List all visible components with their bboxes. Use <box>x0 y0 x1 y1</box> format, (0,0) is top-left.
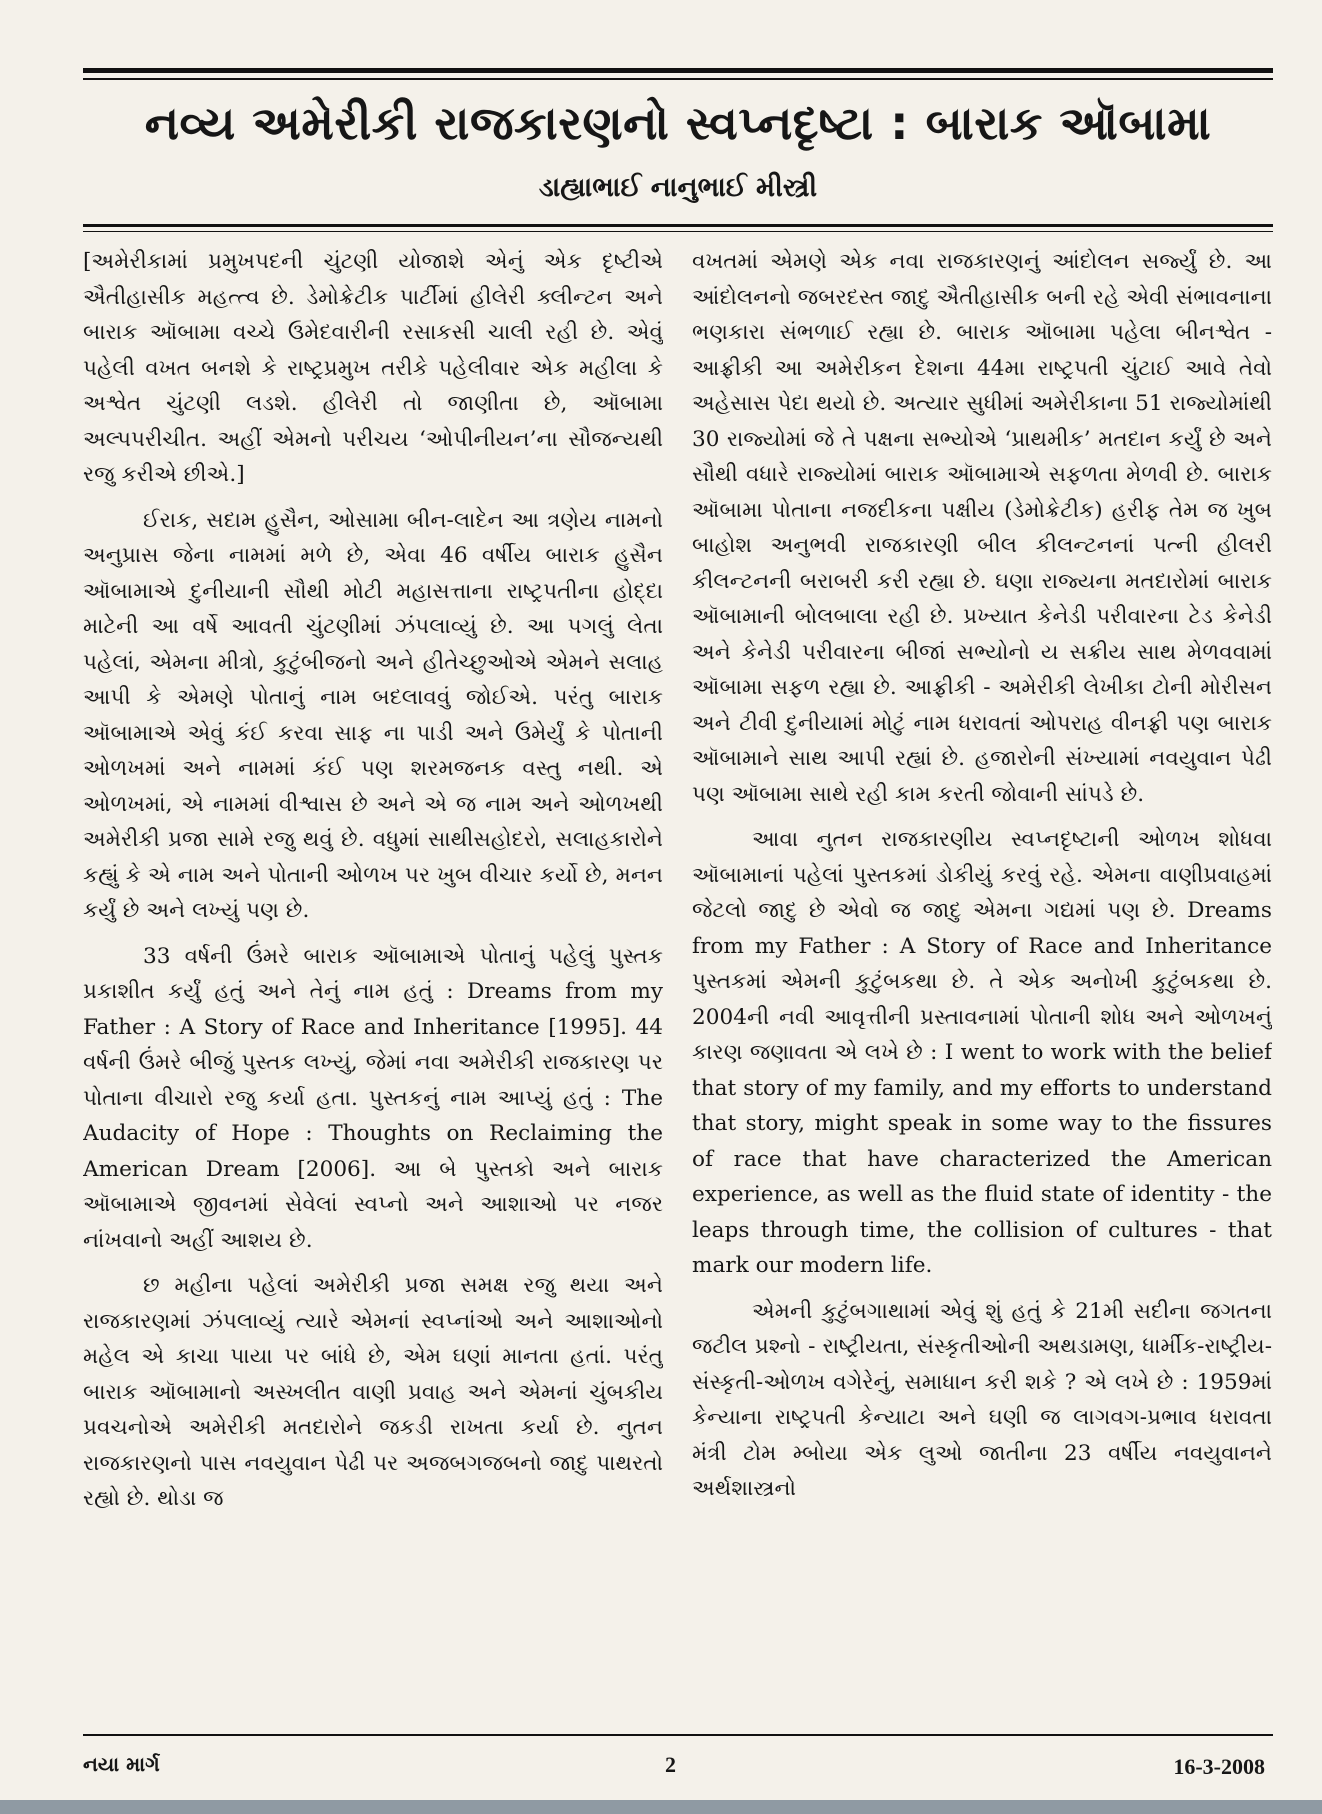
body-paragraph: વખતમાં એમણે એક નવા રાજકારણનું આંદોલન સર્જ્યું છે. આ આંદોલનનો જબરદસ્ત જાદુ ઐતીહાસીક બની રહે એવી સંભાવનાના ભણકારા સંભળાઈ રહ્યા છે. બારાક ઑબામા પહેલા બીનશ્વેત - આફ્રીકી આ અમેરીકન દેશના 44મા રાષ્ટ્રપતી ચુંટાઈ આવે તેવો અહેસાસ પેદા થયો છે. અત્યાર સુધીમાં અમેરીકાના 51 રાજ્યોમાંથી 30 રાજ્યોમાં જે તે પક્ષના સભ્યોએ ‘પ્રાથમીક’ મતદાન કર્યું છે અને સૌથી વધારે રાજ્યોમાં બારાક ઑબામાએ સફળતા મેળવી છે. બારાક ઑબામા પોતાના નજદીકના પક્ષીય (ડેમોક્રેટીક) હરીફ તેમ જ ખુબ બાહોશ અનુભવી રાજકારણી બીલ કીલન્ટનનાં પત્ની હીલરી કીલન્ટનની બરાબરી કરી રહ્યા છે. ઘણા રાજ્યના મતદારોમાં બારાક ઑબામાની બોલબાલા રહી છે. પ્રખ્યાત કેનેડી પરીવારના ટેડ કેનેડી અને કેનેડી પરીવારના બીજાં સભ્યોનો ય સક્રીય સાથ મેળવવામાં ઑબામા સફળ રહ્યા છે. આફ્રીકી - અમેરીકી લેખીકા ટોની મોરીસન અને ટીવી દુનીયામાં મોટું નામ ધરાવતાં ઓપરાહ વીનફ્રી પણ બારાક ઑબામાને સાથ આપી રહ્યાં છે. હજારોની સંખ્યામાં નવયુવાન પેઢી પણ ઑબામા સાથે રહી કામ કરતી જોવાની સાંપડે છે. <box>692 249 1272 807</box>
page-footer <box>83 1744 1273 1784</box>
issue-date: 16-3-2008 <box>1173 1754 1265 1779</box>
body-paragraph: આવા નુતન રાજકારણીય સ્વપ્નદૃષ્ટાની ઓળખ શોધવા ઑબામાનાં પહેલાં પુસ્તકમાં ડોકીયું કરવું રહે. એમના વાણીપ્રવાહમાં જેટલો જાદુ છે એવો જ જાદુ એમના ગદ્યમાં પણ છે. Dreams from my Father : A Story of Race and Inheritance પુસ્તકમાં એમની કુટુંબકથા છે. તે એક અનોખી કુટુંબકથા છે. 2004ની નવી આવૃત્તીની પ્રસ્તાવનામાં પોતાની શોધ અને ઓળખનું કારણ જણાવતા એ લખે છે : I went to work with the belief that story of my family, and my efforts to understand that story, might speak in some way to the fissures of race that have characterized the American experience, as well as the fluid state of identity - the leaps through time, the collision of cultures - that mark our modern life. <box>692 827 1272 1278</box>
body-paragraph: એમની કુટુંબગાથામાં એવું શું હતું કે 21મી સદીના જગતના જટીલ પ્રશ્નો - રાષ્ટ્રીયતા, સંસ્કૃતીઓની અથડામણ, ધાર્મીક-રાષ્ટ્રીય-સંસ્કૃતી-ઓળખ વગેરેનું, સમાધાન કરી શકે ? એ લખે છે : 1959માં કેન્યાના રાષ્ટ્રપતી કેન્યાટા અને ઘણી જ લાગવગ-પ્રભાવ ધરાવતા મંત્રી ટોમ મ્બોયા એક લુઓ જાતીના 23 વર્ષીય નવયુવાનને અર્થશાસ્ત્રનો <box>692 1298 1272 1501</box>
intro-paragraph: [અમેરીકામાં પ્રમુખપદની ચુંટણી યોજાશે એનું એક દૃષ્ટીએ ઐતીહાસીક મહત્ત્વ છે. ડેમોક્રેટીક પાર્ટીમાં હીલેરી ક્લીન્ટન અને બારાક ઑબામા વચ્ચે ઉમેદવારીની રસાકસી ચાલી રહી છે. એવું પહેલી વખત બનશે કે રાષ્ટ્રપ્રમુખ તરીકે પહેલીવાર એક મહીલા કે અશ્વેત ચુંટણી લડશે. હીલેરી તો જાણીતા છે, ઑબામા અલ્પપરીચીત. અહીં એમનો પરીચય ‘ઓપીનીયન’ના સૌજન્યથી રજુ કરીએ છીએ.] <box>83 249 663 487</box>
page-number: 2 <box>665 1752 676 1777</box>
body-paragraph: 33 વર્ષની ઉંમરે બારાક ઑબામાએ પોતાનું પહેલું પુસ્તક પ્રકાશીત કર્યું હતું અને તેનું નામ હતું : Dreams from my Father : A Story of Race and Inheritance [1995]. 44 વર્ષની ઉંમરે બીજું પુસ્તક લખ્યું, જેમાં નવા અમેરીકી રાજકારણ પર પોતાના વીચારો રજુ કર્યા હતા. પુસ્તકનું નામ આપ્યું હતું : The Audacity of Hope : Thoughts on Reclaiming the American Dream [2006]. આ બે પુસ્તકો અને બારાક ઑબામાએ જીવનમાં સેવેલાં સ્વપ્નો અને આશાઓ પર નજર નાંખવાનો અહીં આશય છે. <box>83 943 663 1253</box>
body-paragraph: છ મહીના પહેલાં અમેરીકી પ્રજા સમક્ષ રજુ થયા અને રાજકારણમાં ઝંપલાવ્યું ત્યારે એમનાં સ્વપ્નાંઓ અને આશાઓનો મહેલ એ કાચા પાયા પર બાંધે છે, એમ ઘણાં માનતા હતાં. પરંતુ બારાક ઑબામાનો અસ્ખલીત વાણી પ્રવાહ અને એમનાં ચુંબકીય પ્રવચનોએ અમેરીકી મતદારોને જકડી રાખતા કર્યા છે. નુતન રાજકારણનો પાસ નવયુવાન પેઢી પર અજબગજબનો જાદુ પાથરતો રહ્યો છે. થોડા જ <box>83 1273 663 1511</box>
header-rule-thick <box>83 224 1273 227</box>
scan-edge <box>0 1800 1322 1814</box>
footer-rule <box>83 1734 1273 1736</box>
top-rule-thin <box>83 78 1273 80</box>
right-column <box>692 244 1272 1724</box>
article-title: નવ્ય અમેરીકી રાજકારણનો સ્વપ્નદૃષ્ટા : બારાક ઑબામા <box>144 96 1212 150</box>
top-rule-thick <box>83 68 1273 73</box>
left-column <box>83 244 663 1724</box>
body-paragraph: ઈરાક, સદામ હુસૈન, ઓસામા બીન-લાદેન આ ત્રણેય નામનો અનુપ્રાસ જેના નામમાં મળે છે, એવા 46 વર્ષીય બારાક હુસૈન ઑબામાએ દુનીયાની સૌથી મોટી મહાસત્તાના રાષ્ટ્રપતીના હોદ્દા માટેની આ વર્ષે આવતી ચુંટણીમાં ઝંપલાવ્યું છે. આ પગલું લેતા પહેલાં, એમના મીત્રો, કુટુંબીજનો અને હીતેચ્છુઓએ એમને સલાહ આપી કે એમણે પોતાનું નામ બદલાવવું જોઈએ. પરંતુ બારાક ઑબામાએ એવું કંઈ કરવા સાફ ના પાડી અને ઉમેર્યું કે પોતાની ઓળખમાં અને નામમાં કંઈ પણ શરમજનક વસ્તુ નથી. એ ઓળખમાં, એ નામમાં વીશ્વાસ છે અને એ જ નામ અને ઓળખથી અમેરીકી પ્રજા સામે રજુ થવું છે. વધુમાં સાથીસહોદરો, સલાહકારોને કહ્યું કે એ નામ અને પોતાની ઓળખ પર ખુબ વીચાર કર્યો છે, મનન કર્યું છે અને લખ્યું પણ છે. <box>83 507 663 923</box>
article-author: ડાહ્યાભાઈ નાનુભાઈ મીસ્ત્રી <box>538 172 818 203</box>
publication-name: નયા માર્ગ <box>83 1752 160 1776</box>
header-rule-thin <box>83 231 1273 232</box>
